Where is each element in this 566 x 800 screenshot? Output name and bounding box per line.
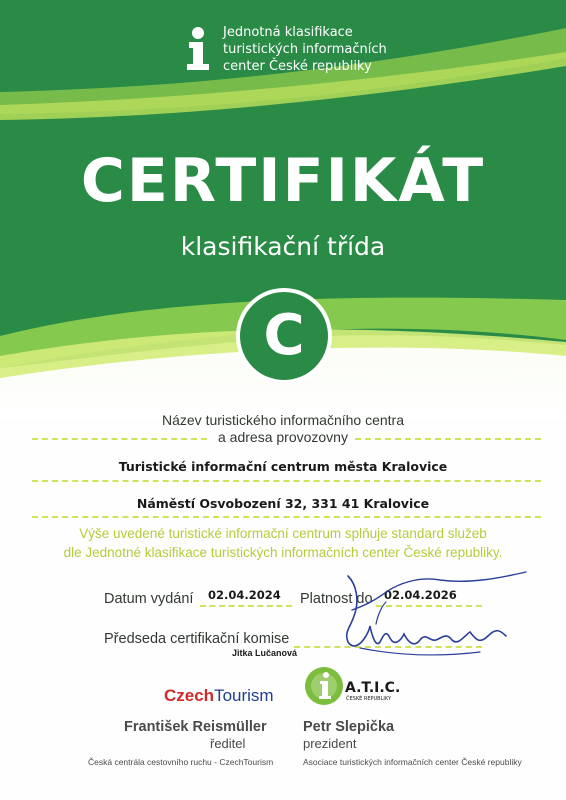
organization-name [223,24,387,75]
atic-logo [303,664,413,710]
valid-until-value: 02.04.2026 [384,588,457,602]
organization-line: center České republiky [223,59,372,74]
signatory-organization: Česká centrála cestovního ruchu - CzechTourism [88,757,274,767]
signatory-name: Petr Slepička [303,719,395,735]
issued-date-value: 02.04.2024 [208,588,281,602]
czechtourism-logo-part1: Czech [164,686,215,705]
organization-line: Jednotná klasifikace [223,25,353,40]
name-label-line2: a adresa provozovny [218,429,348,445]
divider-line [32,438,207,440]
signatory-role: ředitel [210,736,246,751]
class-badge [236,288,332,384]
czechtourism-logo [164,686,274,706]
center-name: Turistické informační centrum města Kralovice [118,459,448,474]
committee-chair-label: Předseda certifikační komise [104,631,290,647]
signatory-role: prezident [303,736,357,751]
divider-line [32,480,541,482]
atic-name: A.T.I.C. [345,680,401,696]
certificate-title: CERTIFIKÁT [80,146,486,216]
class-letter: C [263,303,305,368]
certificate-subtitle: klasifikační třída [180,232,386,261]
organization-line: turistických informačních [223,42,387,57]
committee-chair-name: Jitka Lučanová [232,648,298,658]
atic-subtitle: ČESKÉ REPUBLIKY [346,696,392,702]
statement [0,524,566,562]
divider-line [32,516,541,518]
signatory-organization: Asociace turistických informačních center České republiky [303,757,522,767]
statement-line: dle Jednotné klasifikace turistických informačních center České republiky. [63,545,503,560]
statement-line: Výše uvedené turistické informační centrum splňuje standard služeb [79,526,487,541]
divider-line [200,605,292,607]
divider-line [355,438,541,440]
valid-until-label: Platnost do [300,591,373,607]
issued-date-label: Datum vydání [104,591,194,607]
name-label-line1: Název turistického informačního centra [162,412,404,428]
signatory-name: František Reismüller [124,719,267,735]
czechtourism-logo-part2: Tourism [214,686,274,705]
info-icon [178,26,218,72]
center-address: Náměstí Osvobození 32, 331 41 Kralovice [136,496,430,511]
